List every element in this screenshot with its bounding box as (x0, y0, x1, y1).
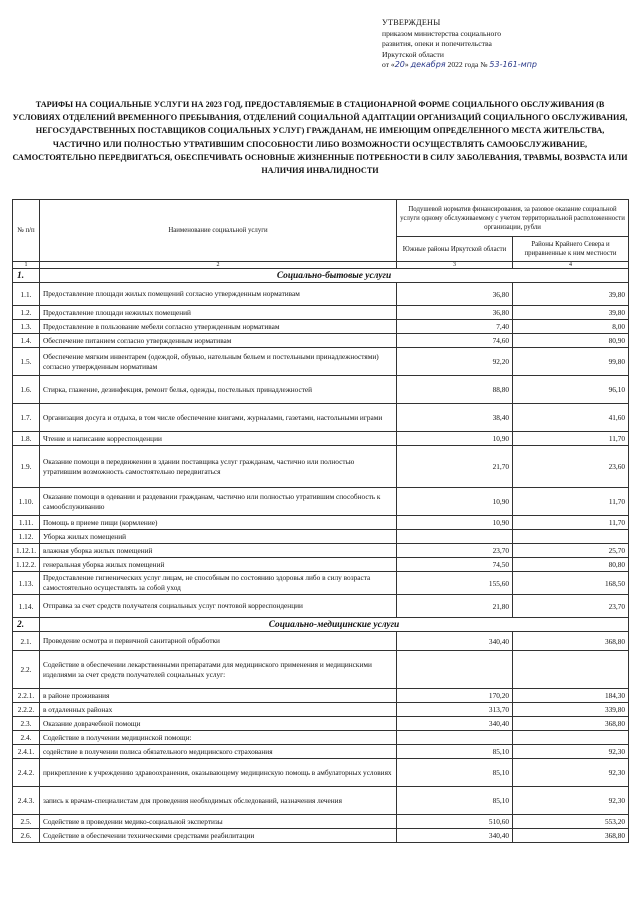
row-number: 1.13. (13, 572, 40, 595)
date-sep: » (404, 60, 411, 69)
service-name: Содействие в обеспечении техническими средствами реабилитации (40, 829, 397, 843)
table-row (13, 787, 629, 815)
tariff-north: 39,80 (513, 306, 629, 320)
document-title: ТАРИФЫ НА СОЦИАЛЬНЫЕ УСЛУГИ НА 2023 ГОД, ПРЕДОСТАВЛЯЕМЫЕ В СТАЦИОНАРНОЙ ФОРМЕ СОЦИАЛЬНОГО ОБСЛУЖИВАНИЯ (В УСЛОВИЯХ ОТДЕЛЕНИЙ ВРЕМЕННОГО ПРЕБЫВАНИЯ, ОТДЕЛЕНИЙ СОЦИАЛЬНОЙ АДАПТАЦИИ ОРГАНИЗАЦИЙ СОЦИАЛЬНОГО ОБСЛУЖИВАНИЯ, НЕГОСУДАРСТВЕННЫХ ПОСТАВЩИКОВ СОЦИАЛЬНЫХ УСЛУГ) ГРАЖДАНАМ, НЕ ИМЕЮЩИМ ОПРЕДЕЛЕННОГО МЕСТА ЖИТЕЛЬСТВА, ЧАСТИЧНО ИЛИ ПОЛНОСТЬЮ УТРАТИВШИМ СПОСОБНОСТИ ЛИБО ВОЗМОЖНОСТИ ОСУЩЕСТВЛЯТЬ САМООБСЛУЖИВАНИЕ, САМОСТОЯТЕЛЬНО ПЕРЕДВИГАТЬСЯ, ОБЕСПЕЧИВАТЬ ОСНОВНЫЕ ЖИЗНЕННЫЕ ПОТРЕБНОСТИ В СИЛУ ЗАБОЛЕВАНИЯ, ТРАВМЫ, ВОЗРАСТА ИЛИ НАЛИЧИЯ ИНВАЛИДНОСТИ (12, 100, 628, 176)
tariff-south: 21,80 (397, 595, 513, 618)
table-row (13, 404, 629, 432)
tariff-south: 88,80 (397, 376, 513, 404)
tariff-north: 339,80 (513, 703, 629, 717)
header-service-name: Наименование социальной услуги (40, 200, 397, 262)
approval-line-1: приказом министерства социального (382, 28, 502, 38)
section-title: Социально-бытовые услуги (40, 269, 629, 283)
service-name: Предоставление площади жилых помещений согласно утвержденным нормативам (40, 283, 397, 306)
tariff-north: 184,30 (513, 689, 629, 703)
tariff-south: 92,20 (397, 348, 513, 376)
row-number: 1.12.2. (13, 558, 40, 572)
service-name: Предоставление площади нежилых помещений (40, 306, 397, 320)
service-name: генеральная уборка жилых помещений (40, 558, 397, 572)
header-num: № п/п (13, 200, 40, 262)
tariff-rows (13, 269, 629, 843)
service-name: запись к врачам-специалистам для проведения необходимых обследований, назначения лечения (40, 787, 397, 815)
table-row (13, 544, 629, 558)
tariff-north: 92,30 (513, 759, 629, 787)
tariff-south: 10,90 (397, 516, 513, 530)
service-name: влажная уборка жилых помещений (40, 544, 397, 558)
tariff-south: 21,70 (397, 446, 513, 488)
date-year: 2022 года № (445, 60, 490, 69)
tariff-south: 74,60 (397, 334, 513, 348)
header-norm: Подушевой норматив финансирования, за разовое оказание социальной услуги одному обслуживаемому с учетом территориальной расположенности организации, рубли (397, 200, 629, 237)
tariff-north: 96,10 (513, 376, 629, 404)
tariff-north: 368,80 (513, 829, 629, 843)
tariff-south: 85,10 (397, 787, 513, 815)
tariff-north: 368,80 (513, 717, 629, 731)
approval-line-3: Иркутской области (382, 49, 444, 59)
row-number: 2.4.3. (13, 787, 40, 815)
tariff-south (397, 731, 513, 745)
service-name: Помощь в приеме пищи (кормление) (40, 516, 397, 530)
row-number: 2.5. (13, 815, 40, 829)
table-row (13, 595, 629, 618)
row-number: 1.1. (13, 283, 40, 306)
service-name: Проведение осмотра и первичной санитарной обработки (40, 632, 397, 651)
table-row (13, 376, 629, 404)
column-index: 3 (397, 262, 513, 269)
table-row (13, 815, 629, 829)
tariff-north: 368,80 (513, 632, 629, 651)
tariff-south: 340,40 (397, 632, 513, 651)
section-number: 2. (13, 618, 40, 632)
section-title: Социально-медицинские услуги (40, 618, 629, 632)
row-number: 2.4.2. (13, 759, 40, 787)
tariff-south: 10,90 (397, 488, 513, 516)
column-index: 1 (13, 262, 40, 269)
approval-block (382, 18, 622, 71)
row-number: 1.14. (13, 595, 40, 618)
row-number: 2.4. (13, 731, 40, 745)
table-row (13, 703, 629, 717)
row-number: 1.12. (13, 530, 40, 544)
table-row (13, 572, 629, 595)
table-row (13, 689, 629, 703)
tariff-north: 92,30 (513, 787, 629, 815)
service-name: Предоставление в пользование мебели согласно утвержденным нормативам (40, 320, 397, 334)
service-name: в районе проживания (40, 689, 397, 703)
table-row (13, 717, 629, 731)
service-name: Оказание помощи в одевании и раздевании гражданам, частично или полностью утратившим способность к самообслуживанию (40, 488, 397, 516)
tariff-north: 11,70 (513, 516, 629, 530)
service-name: Содействие в получении медицинской помощи: (40, 731, 397, 745)
service-name: Стирка, глажение, дезинфекция, ремонт белья, одежды, постельных принадлежностей (40, 376, 397, 404)
service-name: Оказание помощи в передвижении в здании поставщика услуг гражданам, частично или полностью утратившим возможность самостоятельно передвигаться (40, 446, 397, 488)
tariff-south: 10,90 (397, 432, 513, 446)
tariff-north: 41,60 (513, 404, 629, 432)
service-name: в отдаленных районах (40, 703, 397, 717)
tariff-south (397, 530, 513, 544)
row-number: 1.5. (13, 348, 40, 376)
row-number: 1.9. (13, 446, 40, 488)
row-number: 1.8. (13, 432, 40, 446)
tariff-south: 340,40 (397, 829, 513, 843)
tariff-south: 510,60 (397, 815, 513, 829)
table-row (13, 432, 629, 446)
tariff-south: 38,40 (397, 404, 513, 432)
service-name: Оказание доврачебной помощи (40, 717, 397, 731)
table-row (13, 306, 629, 320)
tariff-north: 80,80 (513, 558, 629, 572)
table-row (13, 320, 629, 334)
tariff-north: 168,50 (513, 572, 629, 595)
row-number: 1.12.1. (13, 544, 40, 558)
tariff-south: 313,70 (397, 703, 513, 717)
row-number: 2.1. (13, 632, 40, 651)
row-number: 2.3. (13, 717, 40, 731)
tariff-south (397, 651, 513, 689)
column-index: 2 (40, 262, 397, 269)
header-north: Районы Крайнего Севера и приравненные к ним местности (513, 237, 629, 262)
row-number: 1.10. (13, 488, 40, 516)
row-number: 1.7. (13, 404, 40, 432)
row-number: 2.4.1. (13, 745, 40, 759)
table-row (13, 334, 629, 348)
table-row (13, 283, 629, 306)
column-index: 4 (513, 262, 629, 269)
service-name: Чтение и написание корреспонденции (40, 432, 397, 446)
table-row (13, 745, 629, 759)
table-row (13, 731, 629, 745)
section-number: 1. (13, 269, 40, 283)
tariff-south: 36,80 (397, 306, 513, 320)
service-name: прикрепление к учреждению здравоохранения, оказывающему медицинскую помощь в амбулаторных условиях (40, 759, 397, 787)
tariff-south: 23,70 (397, 544, 513, 558)
order-number: 53-161-мпр (489, 60, 537, 69)
service-name: Предоставление гигиенических услуг лицам, не способным по состоянию здоровья либо в силу возраста самостоятельно осуществлять за собой уход (40, 572, 397, 595)
tariff-south: 155,60 (397, 572, 513, 595)
row-number: 1.2. (13, 306, 40, 320)
tariff-north (513, 651, 629, 689)
tariff-north: 99,80 (513, 348, 629, 376)
tariff-table (12, 199, 629, 843)
tariff-south: 340,40 (397, 717, 513, 731)
row-number: 2.2.1. (13, 689, 40, 703)
table-row (13, 488, 629, 516)
service-name: Отправка за счет средств получателя социальных услуг почтовой корреспонденции (40, 595, 397, 618)
table-row (13, 651, 629, 689)
row-number: 2.2. (13, 651, 40, 689)
tariff-north: 11,70 (513, 432, 629, 446)
row-number: 1.3. (13, 320, 40, 334)
table-row (13, 558, 629, 572)
approval-date-line (382, 60, 622, 71)
tariff-north: 92,30 (513, 745, 629, 759)
service-name: Содействие в проведении медико-социальной экспертизы (40, 815, 397, 829)
row-number: 1.4. (13, 334, 40, 348)
service-name: Обеспечение мягким инвентарем (одеждой, обувью, нательным бельем и постельными принадлежностями) согласно утвержденным нормативам (40, 348, 397, 376)
section-row (13, 269, 629, 283)
table-row (13, 348, 629, 376)
service-name: Обеспечение питанием согласно утвержденным нормативам (40, 334, 397, 348)
table-row (13, 516, 629, 530)
tariff-north: 553,20 (513, 815, 629, 829)
section-row (13, 618, 629, 632)
tariff-south: 85,10 (397, 745, 513, 759)
approval-line-2: развития, опеки и попечительства (382, 39, 492, 48)
service-name: Организация досуга и отдыха, в том числе обеспечение книгами, журналами, газетами, настольными играми (40, 404, 397, 432)
date-month: декабря (410, 60, 446, 69)
tariff-north: 25,70 (513, 544, 629, 558)
tariff-south: 36,80 (397, 283, 513, 306)
row-number: 2.2.2. (13, 703, 40, 717)
service-name: содействие в получении полиса обязательного медицинского страхования (40, 745, 397, 759)
tariff-north: 11,70 (513, 488, 629, 516)
tariff-south: 170,20 (397, 689, 513, 703)
tariff-north: 23,70 (513, 595, 629, 618)
table-row (13, 530, 629, 544)
tariff-south: 74,50 (397, 558, 513, 572)
date-prefix: от « (382, 60, 395, 69)
approval-heading: УТВЕРЖДЕНЫ (382, 18, 441, 27)
tariff-north: 23,60 (513, 446, 629, 488)
tariff-north: 39,80 (513, 283, 629, 306)
row-number: 2.6. (13, 829, 40, 843)
table-row (13, 829, 629, 843)
tariff-north: 8,00 (513, 320, 629, 334)
table-row (13, 446, 629, 488)
date-day: 20 (394, 60, 405, 69)
tariff-north (513, 731, 629, 745)
tariff-south: 85,10 (397, 759, 513, 787)
row-number: 1.11. (13, 516, 40, 530)
tariff-north: 80,90 (513, 334, 629, 348)
service-name: Уборка жилых помещений (40, 530, 397, 544)
service-name: Содействие в обеспечении лекарственными препаратами для медицинского применения и медицинскими изделиями за счет средств получателей социальных услуг: (40, 651, 397, 689)
row-number: 1.6. (13, 376, 40, 404)
header-south: Южные районы Иркутской области (397, 237, 513, 262)
tariff-south: 7,40 (397, 320, 513, 334)
table-row (13, 632, 629, 651)
table-row (13, 759, 629, 787)
tariff-north (513, 530, 629, 544)
